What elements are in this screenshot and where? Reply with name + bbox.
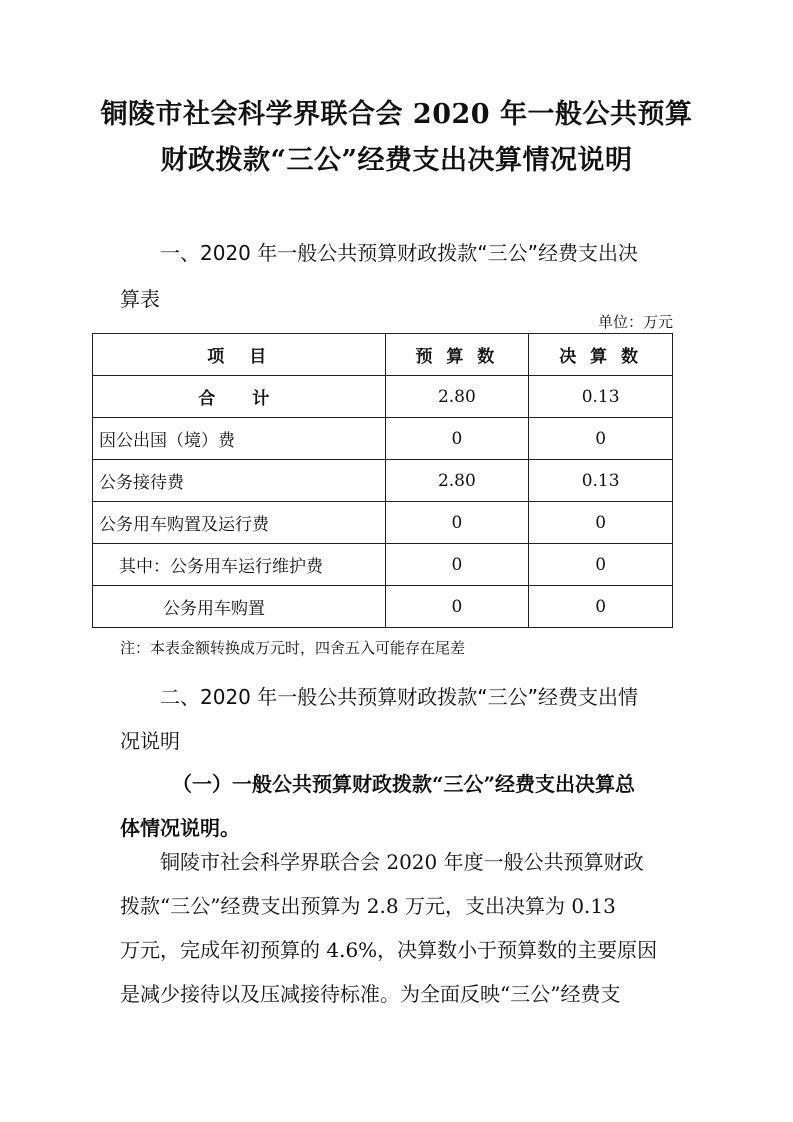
title-line-1: 铜陵市社会科学界联合会 2020 年一般公共预算: [100, 99, 693, 130]
row-final: 0.13: [529, 376, 673, 418]
table-note: 注：本表金额转换成万元时，四舍五入可能存在尾差: [120, 639, 466, 657]
subsection-1-line-2: 体情况说明。: [120, 816, 240, 840]
row-budget: 0: [385, 544, 529, 586]
row-final: 0.13: [529, 460, 673, 502]
row-name: 合 计: [93, 376, 386, 418]
section-2-line-2: 况说明: [120, 729, 180, 753]
table-row: [93, 418, 673, 460]
paragraph-line: 拨款“三公”经费支出预算为 2.8 万元，支出决算为 0.13: [120, 894, 616, 918]
header-budget: 预 算 数: [385, 334, 529, 376]
section-2-heading: [120, 675, 680, 763]
paragraph-line: 铜陵市社会科学界联合会 2020 年度一般公共预算财政: [160, 850, 644, 874]
row-budget: 0: [385, 586, 529, 628]
table-row-total: [93, 376, 673, 418]
section-2-line-1: 二、2020 年一般公共预算财政拨款“三公”经费支出情: [160, 685, 638, 709]
table-row: [93, 502, 673, 544]
table-row: [93, 586, 673, 628]
row-budget: 2.80: [385, 376, 529, 418]
row-budget: 0: [385, 502, 529, 544]
row-name: 公务用车购置及运行费: [93, 502, 386, 544]
row-budget: 2.80: [385, 460, 529, 502]
row-final: 0: [529, 502, 673, 544]
row-final: 0: [529, 544, 673, 586]
row-name: 其中：公务用车运行维护费: [93, 544, 386, 586]
header-item: 项 目: [93, 334, 386, 376]
row-budget: 0: [385, 418, 529, 460]
section-1-heading: [120, 230, 680, 322]
title-line-2: 财政拨款“三公”经费支出决算情况说明: [160, 145, 633, 176]
header-final: 决 算 数: [529, 334, 673, 376]
row-name: 公务用车购置: [93, 586, 386, 628]
subsection-1-heading: [120, 762, 680, 850]
body-paragraph: [120, 840, 682, 1016]
subsection-1-line-1: （一）一般公共预算财政拨款“三公”经费支出决算总: [172, 772, 636, 796]
row-name: 因公出国（境）费: [93, 418, 386, 460]
section-1-line-2: 算表: [120, 287, 160, 311]
paragraph-line: 万元，完成年初预算的 4.6%，决算数小于预算数的主要原因: [120, 938, 658, 962]
three-public-expenses-table: [92, 333, 673, 628]
table-header-row: [93, 334, 673, 376]
row-final: 0: [529, 418, 673, 460]
table-row: [93, 544, 673, 586]
document-title: [90, 92, 703, 184]
paragraph-line: 是减少接待以及压减接待标准。为全面反映“三公”经费支: [120, 982, 621, 1006]
section-1-line-1: 一、2020 年一般公共预算财政拨款“三公”经费支出决: [160, 241, 638, 265]
unit-label: 单位：万元: [597, 313, 673, 331]
table-row: [93, 460, 673, 502]
row-name: 公务接待费: [93, 460, 386, 502]
row-final: 0: [529, 586, 673, 628]
